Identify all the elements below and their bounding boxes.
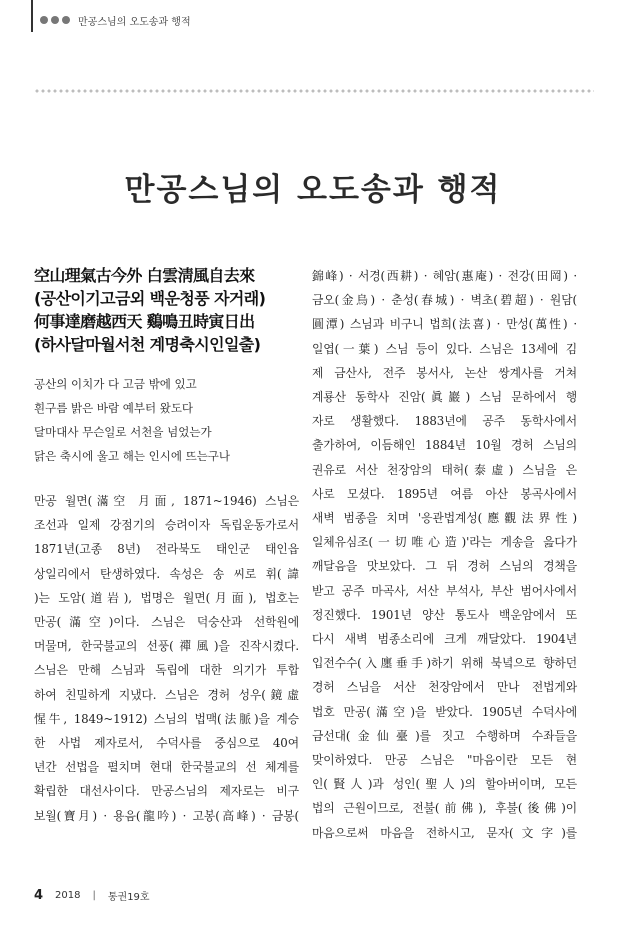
body-line: 출가하여, 이듬해인 1884년 10월 경허 스님의 <box>312 438 577 453</box>
body-line: 사로 모셨다. 1895년 여름 아산 봉곡사에서 <box>312 486 577 501</box>
poem <box>34 264 299 356</box>
right-column <box>312 264 577 845</box>
body-line: 깨달음을 맛보았다. 그 뒤 경허 스님의 경책을 <box>312 559 577 574</box>
body-line: 새벽 범종을 치며 '응관법계성(應觀法界性) <box>312 511 577 526</box>
poem-line: (하사달마월서천 계명축시인일출) <box>34 335 261 354</box>
body-line: 보월(寶月) · 용음(龍吟) · 고봉(高峰) · 금봉( <box>34 808 299 823</box>
body-line: 圓潭) 스님과 비구니 법희(法喜) · 만성(萬性) · <box>312 317 577 332</box>
body-line: 錦峰) · 서경(西耕) · 혜암(惠庵) · 전강(田岡) · <box>312 269 577 283</box>
body-line: 법의 근원이므로, 전불(前佛), 후불(後佛)이 <box>312 801 577 816</box>
footer-issue: 통권19호 <box>107 892 150 903</box>
body-line: 만공 월면(滿空 月面, 1871~1946) 스님은 <box>34 494 299 508</box>
poem-line: 空山理氣古今外 白雲淸風自去來 <box>34 266 255 285</box>
body-line: 맞이하였다. 만공 스님은 "마음이란 모든 현 <box>312 753 577 768</box>
body-line: 금오(金烏) · 춘성(春城) · 벽초(碧超) · 원담( <box>312 293 577 308</box>
body-line: 하여 친밀하게 지냈다. 스님은 경허 성우(鏡虛 <box>34 687 299 702</box>
body-line: 惺牛, 1849~1912) 스님의 법맥(法脈)을 계승 <box>34 711 299 726</box>
body-line: 상일리에서 탄생하였다. 속성은 송 씨로 휘(諱 <box>34 566 299 581</box>
body-line: 자로 생활했다. 1883년에 공주 동학사에서 <box>312 414 577 429</box>
page-number: 4 <box>34 888 44 903</box>
body-line: 1871년(고종 8년) 전라북도 태인군 태인읍 <box>34 542 299 557</box>
body-line: 한 사법 제자로서, 수덕사를 중심으로 40여 <box>34 736 299 751</box>
body-line: 입전수수(入廛垂手)하기 위해 북녘으로 향하던 <box>312 656 577 671</box>
body-line: 년간 선법을 펼치며 현대 한국불교의 선 체계를 <box>34 760 299 775</box>
header-dots-icon <box>40 16 70 24</box>
body-line: )는 도암(道岩), 법명은 월면(月面), 법호는 <box>34 590 299 605</box>
translation-line: 닭은 축시에 울고 해는 인시에 뜨는구나 <box>34 449 231 463</box>
body-line: 권유로 서산 천장암의 태허(泰虛) 스님을 은 <box>312 462 577 477</box>
translation-line: 달마대사 무슨일로 서천을 넘었는가 <box>34 425 212 439</box>
footer-separator: | <box>92 890 96 901</box>
body-line: 경허 스님을 서산 천장암에서 만나 전법게와 <box>312 680 577 695</box>
body-text-right <box>312 264 577 845</box>
running-header <box>40 10 191 30</box>
left-column <box>34 264 299 828</box>
header-title: 만공스님의 오도송과 행적 <box>78 16 191 28</box>
header-rule <box>31 0 33 32</box>
body-text-left <box>34 489 299 828</box>
translation-line: 공산의 이치가 다 고금 밖에 있고 <box>34 377 197 391</box>
body-line: 만공(滿空)이다. 스님은 덕숭산과 선학원에 <box>34 615 299 630</box>
poem-line: 何事達磨越西天 鷄鳴丑時寅日出 <box>34 312 255 331</box>
body-line: 금선대(金仙臺)를 짓고 수행하며 수좌들을 <box>312 728 577 743</box>
body-line: 받고 공주 마곡사, 서산 부석사, 부산 범어사에서 <box>312 583 577 598</box>
poem-translation <box>34 372 299 468</box>
body-line: 법호 만공(滿空)을 받았다. 1905년 수덕사에 <box>312 704 577 719</box>
body-line: 조선과 일제 강점기의 승려이자 독립운동가로서 <box>34 518 299 533</box>
body-line: 다시 새벽 범종소리에 크게 깨달았다. 1904년 <box>312 632 577 647</box>
dotted-divider <box>34 88 594 94</box>
body-line: 머물며, 한국불교의 선풍(禪風)을 진작시켰다. <box>34 639 299 654</box>
page-footer <box>34 888 150 903</box>
body-line: 확립한 대선사이다. 만공스님의 제자로는 비구 <box>34 784 299 799</box>
translation-line: 흰구름 밝은 바람 예부터 왔도다 <box>34 401 194 415</box>
body-line: 일체유심조(一切唯心造)'라는 게송을 읊다가 <box>312 535 577 550</box>
footer-year: 2018 <box>55 890 81 901</box>
body-line: 인(賢人)과 성인(聖人)의 할아버이며, 모든 <box>312 777 577 792</box>
body-line: 마음으로써 마음을 전하시고, 문자(文字)를 <box>312 825 577 840</box>
page-title: 만공스님의 오도송과 행적 <box>124 172 502 208</box>
body-line: 일엽(一葉) 스님 등이 있다. 스님은 13세에 김 <box>312 341 577 356</box>
poem-line: (공산이기고금외 백운청풍 자거래) <box>34 289 266 308</box>
body-line: 계룡산 동학사 진암(眞巖) 스님 문하에서 행 <box>312 390 577 405</box>
body-line: 제 금산사, 전주 봉서사, 논산 쌍계사를 거쳐 <box>312 365 577 380</box>
body-line: 정진했다. 1901년 양산 통도사 백운암에서 또 <box>312 607 577 622</box>
body-line: 스님은 만해 스님과 독립에 대한 의기가 투합 <box>34 663 299 678</box>
